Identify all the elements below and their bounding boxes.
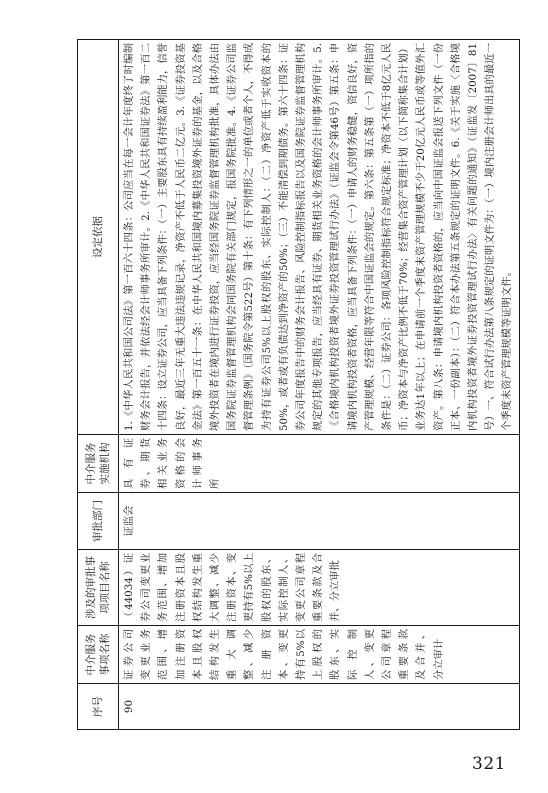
header-seq: 序号 bbox=[78, 684, 119, 730]
cell-dept: 证监会 bbox=[119, 493, 520, 550]
header-dept: 审批部门 bbox=[78, 493, 119, 550]
cell-basis: 1.《中华人民共和国公司法》第一百六十四条：公司应当在每一会计年度终了时编制财务会计报告，并依法经会计师事务所审计。2.《中华人民共和国证券法》第一百二十四条：设立证券公司，应当具备下列条件：（一）主要股东具有持续盈利能力，信誉良好，最近三年无重大违法违规记录，净资产不低于人民币二亿元。3.《证券投资基金法》第一百五十一条：在中华人民共和国境内募集投资境外证券的基金，以及合格境外投资者在境内进行证券投资，应当经国务院证券监督管理机构批准，具体办法由国务院证券监督管理机构会同国务院有关部门规定，报国务院批准。4.《证券公司监督管理条例》（国务院令第522号）第十条：有下列情形之一的单位或者个人，不得成为持有证券公司5%以上股权的股东、实际控制人：（二）净资产低于实收资本的50%，或者或有负债达到净资产的50%；（三）不能清偿到期债务。第六十四条：证券公司年度报告中的财务会计报告、风险控制指标报告以及国务院证券监督管理机构规定的其他专项报告，应当经具有证券、期货相关业务资格的会计师事务所审计。5.《合格境内机构投资者境外证券投资管理试行办法》（证监会令第46号）第五条：申请境内机构投资者资格，应当具备下列条件：（一）申请人的财务稳健，资信良好，资产管理规模、经营年限等符合中国证监会的规定。第六条：第五条第（一）项所指的条件是：（二）证券公司：各项风险控制指标符合规定标准；净资本不低于8亿元人民币；净资本与净资产比例不低于70%；经营集合资产管理计划（以下简称集合计划）业务达1年以上；在申请前一个季度末资产管理规模不少于20亿元人民币或等值外汇资产。第八条：申请境内机构投资者资格的，应当向中国证监会报送下列文件（一份正本、一份副本）：（二）符合本办法第五条规定的证明文件。6.《关于实施〈合格境内机构投资者境外证券投资管理试行办法〉有关问题的通知》（证监发〔2007〕81号）一、符合试行办法第八条规定的证明文件为：（一）境内注册会计师出具的最近一个季度末资产管理规模等证明文件。 bbox=[119, 40, 520, 435]
cell-service-name: 证券公司变更业务范围、增加注册资本且股权结构发生重大调整、减少注册资本、变更持有5%以上股权的股东、实际控制人、变更公司章程重要条款及合并、分立审计 bbox=[119, 626, 520, 684]
rotated-table-container bbox=[77, 40, 514, 730]
service-table bbox=[77, 39, 520, 730]
table-row bbox=[119, 40, 520, 730]
header-approval-item: 涉及的审批事项项目名称 bbox=[78, 550, 119, 626]
cell-seq: 90 bbox=[119, 684, 520, 730]
page-number: 321 bbox=[472, 754, 506, 774]
cell-approval-item: （44034）证券公司变更业务范围、增加注册资本且股权结构发生重大调整、减少注册资本、变更持有5%以上股权的股东、实际控制人、变更公司章程重要条款及合并、分立审批 bbox=[119, 550, 520, 626]
header-agency: 中介服务实施机构 bbox=[78, 435, 119, 493]
cell-agency: 具有证券、期货相关业务资格的会计师事务所 bbox=[119, 435, 520, 493]
header-service-name: 中介服务事项名称 bbox=[78, 626, 119, 684]
header-basis: 设定依据 bbox=[78, 40, 119, 435]
table-header-row bbox=[78, 40, 119, 730]
